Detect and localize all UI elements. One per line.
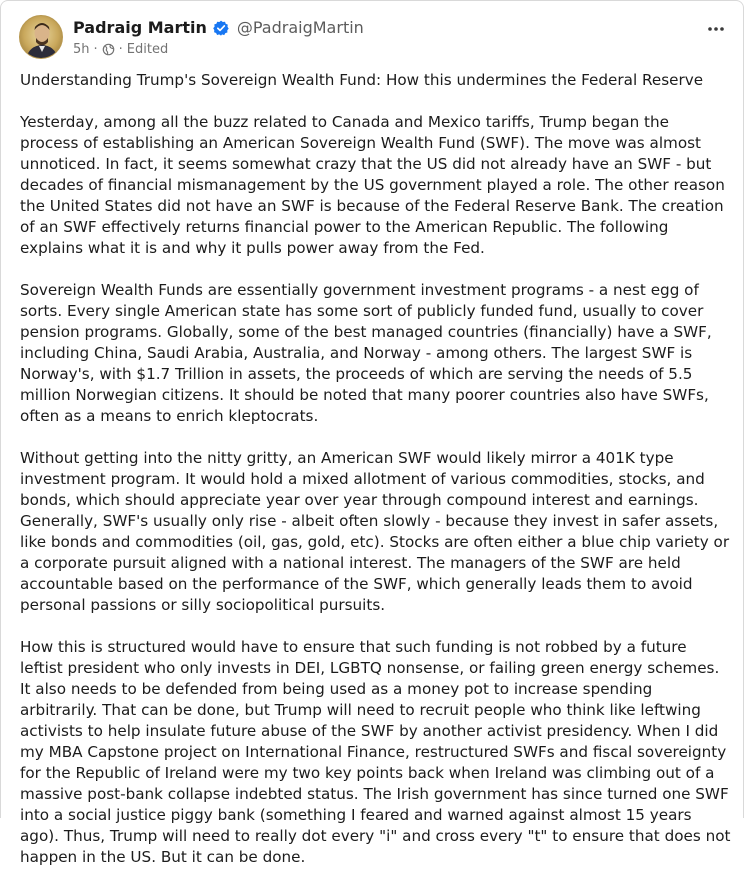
author-handle[interactable]: @PadraigMartin (236, 18, 364, 37)
verified-badge-icon (213, 20, 229, 36)
avatar[interactable] (19, 15, 63, 59)
post-meta (73, 42, 168, 57)
post-time[interactable]: 5h (73, 42, 90, 57)
post-paragraph-3: Without getting into the nitty gritty, an American SWF would likely mirror a 401K type investment program. It would hold a mixed allotment of various commodities, stocks, and bonds, which should appreciate year over year through compound interest and earnings. Generally, SWF's usually only rise - albeit often slowly - because they invest in safer assets, like bonds and commodities (oil, gas, gold, etc). Stocks are often either a blue chip variety or a corporate pursuit aligned with a national interest. The managers of the SWF are held accountable based on the performance of the SWF, which generally leads them to avoid personal passions or silly sociopolitical pursuits. (20, 449, 730, 614)
post-paragraph-4: How this is structured would have to ensure that such funding is not robbed by a future leftist president who only invests in DEI, LGBTQ nonsense, or failing green energy schemes. It also needs to be defended from being used as a money pot to increase spending arbitrarily. That can be done, but Trump will need to recruit people who think like leftwing activists to help insulate future abuse of the SWF by another activist presidency. When I did my MBA Capstone project on International Finance, restructured SWFs and fiscal sovereignty for the Republic of Ireland were my two key points back when Ireland was climbing out of a massive post-bank collapse indebted status. The Irish government has since turned one SWF into a social justice piggy bank (something I feared and warned against almost 15 years ago). Thus, Trump will need to really dot every "i" and cross every "t" to ensure that does not happen in the US. But it can be done. (20, 638, 731, 866)
edited-label[interactable]: Edited (126, 42, 169, 57)
author-row (73, 18, 364, 37)
meta-separator-2: · (118, 42, 123, 57)
post-body (20, 70, 732, 889)
meta-separator: · (93, 42, 98, 57)
post-paragraph-2: Sovereign Wealth Funds are essentially government investment programs - a nest egg of sorts. Every single American state has some sort of publicly funded fund, usually to cover pension programs. Globally, some of the best managed countries (financially) have a SWF, including China, Saudi Arabia, Australia, and Norway - among others. The largest SWF is Norway's, with $1.7 Trillion in assets, the proceeds of which are serving the needs of 5.5 million Norwegian citizens. It should be noted that many poorer countries also have SWFs, often as a means to enrich kleptocrats. (20, 281, 712, 425)
more-options-icon (707, 26, 725, 32)
globe-icon (102, 43, 115, 56)
post-header (1, 1, 743, 67)
more-options-button[interactable] (703, 17, 729, 41)
avatar-portrait (20, 16, 63, 59)
post-title: Understanding Trump's Sovereign Wealth Fund: How this undermines the Federal Reserve (20, 71, 704, 89)
post-paragraph-1: Yesterday, among all the buzz related to Canada and Mexico tariffs, Trump began the process of establishing an American Sovereign Wealth Fund (SWF). The move was almost unnoticed. In fact, it seems somewhat crazy that the US did not already have an SWF - but decades of financial mismanagement by the US government played a role. The other reason the United States did not have an SWF is because of the Federal Reserve Bank. The creation of an SWF effectively returns financial power to the American Republic. The following explains what it is and why it pulls power away from the Fed. (20, 113, 725, 257)
author-name[interactable]: Padraig Martin (73, 18, 207, 37)
